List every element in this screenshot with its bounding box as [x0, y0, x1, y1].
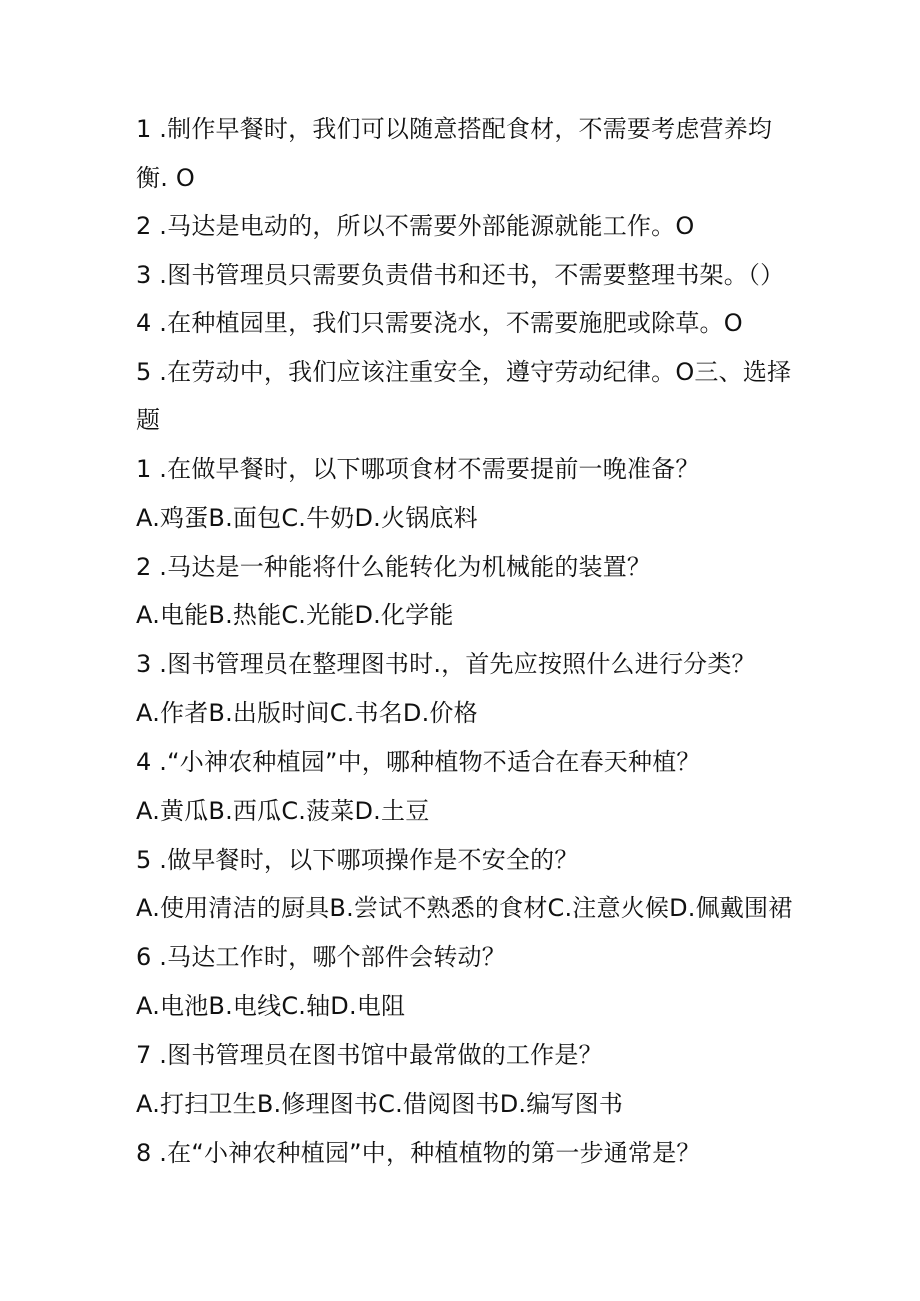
mc-options-6: A.电池B.电线C.轴D.电阻 [136, 992, 406, 1020]
mc-options-1: A.鸡蛋B.面包C.牛奶D.火锅底料 [136, 504, 478, 532]
mc-question-3: 3 .图书管理员在整理图书时.，首先应按照什么进行分类？ [136, 650, 756, 678]
mc-question-5: 5 .做早餐时，以下哪项操作是不安全的？ [136, 846, 579, 874]
mc-options-3: A.作者B.出版时间C.书名D.价格 [136, 699, 478, 727]
mc-options-5: A.使用清洁的厨具B.尝试不熟悉的食材C.注意火候D.佩戴围裙 [136, 894, 793, 922]
mc-options-4: A.黄瓜B.西瓜C.菠菜D.土豆 [136, 797, 430, 825]
tf-question-1-line-2: 衡. O [136, 164, 195, 192]
mc-options-7: A.打扫卫生B.修理图书C.借阅图书D.编写图书 [136, 1090, 624, 1118]
mc-question-7: 7 .图书管理员在图书馆中最常做的工作是？ [136, 1041, 603, 1069]
mc-question-8: 8 .在“小神农种植园”中，种植植物的第一步通常是？ [136, 1139, 701, 1167]
tf-question-2: 2 .马达是电动的，所以不需要外部能源就能工作。O [136, 212, 695, 240]
mc-question-2: 2 .马达是一种能将什么能转化为机械能的装置？ [136, 553, 652, 581]
section-heading-choice: 题 [136, 406, 161, 434]
mc-question-4: 4 .“小神农种植园”中，哪种植物不适合在春天种植？ [136, 748, 701, 776]
tf-question-4: 4 .在种植园里，我们只需要浇水，不需要施肥或除草。O [136, 309, 743, 337]
mc-question-6: 6 .马达工作时，哪个部件会转动？ [136, 943, 506, 971]
tf-question-3: 3 .图书管理员只需要负责借书和还书，不需要整理书架。（） [136, 261, 785, 289]
mc-question-1: 1 .在做早餐时，以下哪项食材不需要提前一晚准备？ [136, 455, 700, 483]
tf-question-1-line-1: 1 .制作早餐时，我们可以随意搭配食材，不需要考虑营养均 [136, 115, 773, 143]
tf-question-5-line-1: 5 .在劳动中，我们应该注重安全，遵守劳动纪律。O三、选择 [136, 358, 792, 386]
mc-options-2: A.电能B.热能C.光能D.化学能 [136, 601, 454, 629]
